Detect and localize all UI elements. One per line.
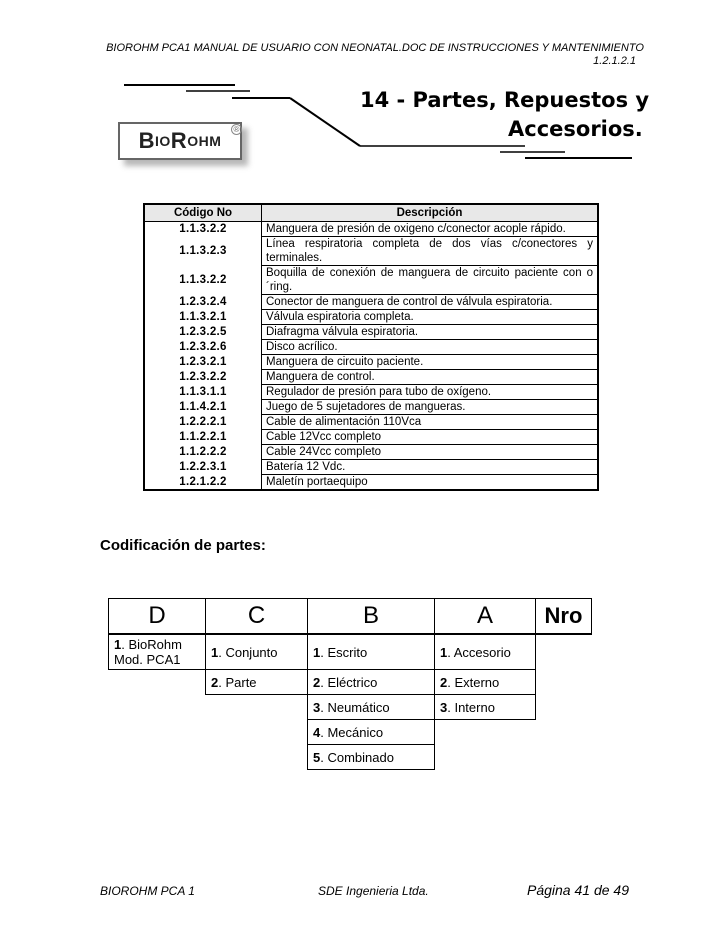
document-header-title: BIOROHM PCA1 MANUAL DE USUARIO CON NEONATAL.DOC DE INSTRUCCIONES Y MANTENIMIENTO bbox=[106, 42, 644, 54]
table-row bbox=[144, 325, 598, 340]
header-b: B bbox=[308, 599, 435, 635]
table-row bbox=[144, 385, 598, 400]
codification-row bbox=[109, 670, 592, 695]
footer-page-number: Página 41 de 49 bbox=[527, 882, 629, 898]
cell-empty bbox=[435, 745, 536, 770]
part-code: 1.1.3.2.2 bbox=[144, 222, 262, 237]
parts-table bbox=[143, 203, 599, 491]
cell-empty bbox=[536, 695, 592, 720]
cell-empty bbox=[109, 670, 206, 695]
section-title-line1: 14 - Partes, Repuestos y bbox=[360, 88, 650, 112]
part-description: Manguera de circuito paciente. bbox=[262, 355, 599, 370]
cell-empty bbox=[206, 695, 308, 720]
table-row bbox=[144, 415, 598, 430]
cell-a-1: 1. Accesorio bbox=[435, 634, 536, 670]
table-row bbox=[144, 295, 598, 310]
cell-d-1: 1. BioRohm Mod. PCA1 bbox=[109, 634, 206, 670]
parts-table-body bbox=[144, 222, 598, 491]
cell-c-2: 2. Parte bbox=[206, 670, 308, 695]
part-description: Cable 12Vcc completo bbox=[262, 430, 599, 445]
cell-empty bbox=[206, 720, 308, 745]
registered-mark: ® bbox=[231, 124, 242, 135]
part-description: Regulador de presión para tubo de oxígeno. bbox=[262, 385, 599, 400]
table-row bbox=[144, 310, 598, 325]
cell-c-1: 1. Conjunto bbox=[206, 634, 308, 670]
part-description: Diafragma válvula espiratoria. bbox=[262, 325, 599, 340]
part-description: Válvula espiratoria completa. bbox=[262, 310, 599, 325]
part-description: Cable de alimentación 110Vca bbox=[262, 415, 599, 430]
part-code: 1.2.1.2.2 bbox=[144, 475, 262, 491]
table-row bbox=[144, 266, 598, 295]
part-code: 1.1.2.2.2 bbox=[144, 445, 262, 460]
part-description: Conector de manguera de control de válvula espiratoria. bbox=[262, 295, 599, 310]
cell-b-5: 5. Combinado bbox=[308, 745, 435, 770]
parts-table-header-row bbox=[144, 204, 598, 222]
header-d: D bbox=[109, 599, 206, 635]
cell-empty bbox=[536, 720, 592, 745]
footer-center: SDE Ingenieria Ltda. bbox=[318, 884, 429, 898]
cell-empty bbox=[536, 634, 592, 670]
part-code: 1.2.3.2.5 bbox=[144, 325, 262, 340]
document-header-ref: 1.2.1.2.1 bbox=[593, 55, 636, 67]
part-description: Manguera de control. bbox=[262, 370, 599, 385]
part-description: Disco acrílico. bbox=[262, 340, 599, 355]
part-code: 1.2.3.2.2 bbox=[144, 370, 262, 385]
cell-empty bbox=[435, 720, 536, 745]
part-code: 1.2.2.3.1 bbox=[144, 460, 262, 475]
cell-empty bbox=[109, 745, 206, 770]
part-description: Maletín portaequipo bbox=[266, 476, 368, 488]
part-code: 1.2.2.2.1 bbox=[144, 415, 262, 430]
table-row bbox=[144, 430, 598, 445]
header-c: C bbox=[206, 599, 308, 635]
section-title-line2: Accesorios. bbox=[508, 117, 643, 141]
cell-empty bbox=[536, 745, 592, 770]
part-description: Manguera de presión de oxigeno c/conector acople rápido. bbox=[262, 222, 599, 237]
cell-a-2: 2. Externo bbox=[435, 670, 536, 695]
table-row bbox=[144, 400, 598, 415]
codification-title: Codificación de partes: bbox=[100, 537, 266, 554]
part-code: 1.2.3.2.6 bbox=[144, 340, 262, 355]
part-code: 1.1.2.2.1 bbox=[144, 430, 262, 445]
part-description: Línea respiratoria completa de dos vías c/conectores y terminales. bbox=[262, 237, 599, 266]
part-description: Cable 24Vcc completo bbox=[262, 445, 599, 460]
footer-left: BIOROHM PCA 1 bbox=[100, 884, 195, 898]
part-code: 1.1.3.1.1 bbox=[144, 385, 262, 400]
table-row bbox=[144, 460, 598, 475]
header-nro: Nro bbox=[536, 599, 592, 635]
cell-b-2: 2. Eléctrico bbox=[308, 670, 435, 695]
cell-b-1: 1. Escrito bbox=[308, 634, 435, 670]
part-description: Juego de 5 sujetadores de mangueras. bbox=[262, 400, 599, 415]
part-code: 1.1.3.2.2 bbox=[144, 266, 262, 295]
biorohm-logo: B IO R O HM bbox=[118, 122, 242, 160]
table-row bbox=[144, 355, 598, 370]
table-row bbox=[144, 237, 598, 266]
cell-empty bbox=[206, 745, 308, 770]
cell-empty bbox=[536, 670, 592, 695]
header-code: Código No bbox=[144, 204, 262, 222]
part-description: Batería 12 Vdc. bbox=[262, 460, 599, 475]
table-row bbox=[144, 222, 598, 237]
part-code: 1.1.3.2.3 bbox=[144, 237, 262, 266]
part-description: Boquilla de conexión de manguera de circuito paciente con o´ring. bbox=[262, 266, 599, 295]
codification-row bbox=[109, 745, 592, 770]
cell-empty bbox=[109, 695, 206, 720]
codification-row bbox=[109, 695, 592, 720]
table-row bbox=[144, 445, 598, 460]
part-code: 1.1.4.2.1 bbox=[144, 400, 262, 415]
part-code: 1.1.3.2.1 bbox=[144, 310, 262, 325]
codification-table bbox=[108, 598, 592, 770]
header-a: A bbox=[435, 599, 536, 635]
codification-row bbox=[109, 634, 592, 670]
cell-empty bbox=[109, 720, 206, 745]
table-row bbox=[144, 340, 598, 355]
part-code: 1.2.3.2.4 bbox=[144, 295, 262, 310]
codification-row bbox=[109, 720, 592, 745]
part-code: 1.2.3.2.1 bbox=[144, 355, 262, 370]
cell-b-3: 3. Neumático bbox=[308, 695, 435, 720]
cell-b-4: 4. Mecánico bbox=[308, 720, 435, 745]
header-description: Descripción bbox=[262, 204, 599, 222]
table-row bbox=[144, 370, 598, 385]
cell-a-3: 3. Interno bbox=[435, 695, 536, 720]
codification-header-row bbox=[109, 599, 592, 635]
table-row bbox=[144, 475, 598, 491]
